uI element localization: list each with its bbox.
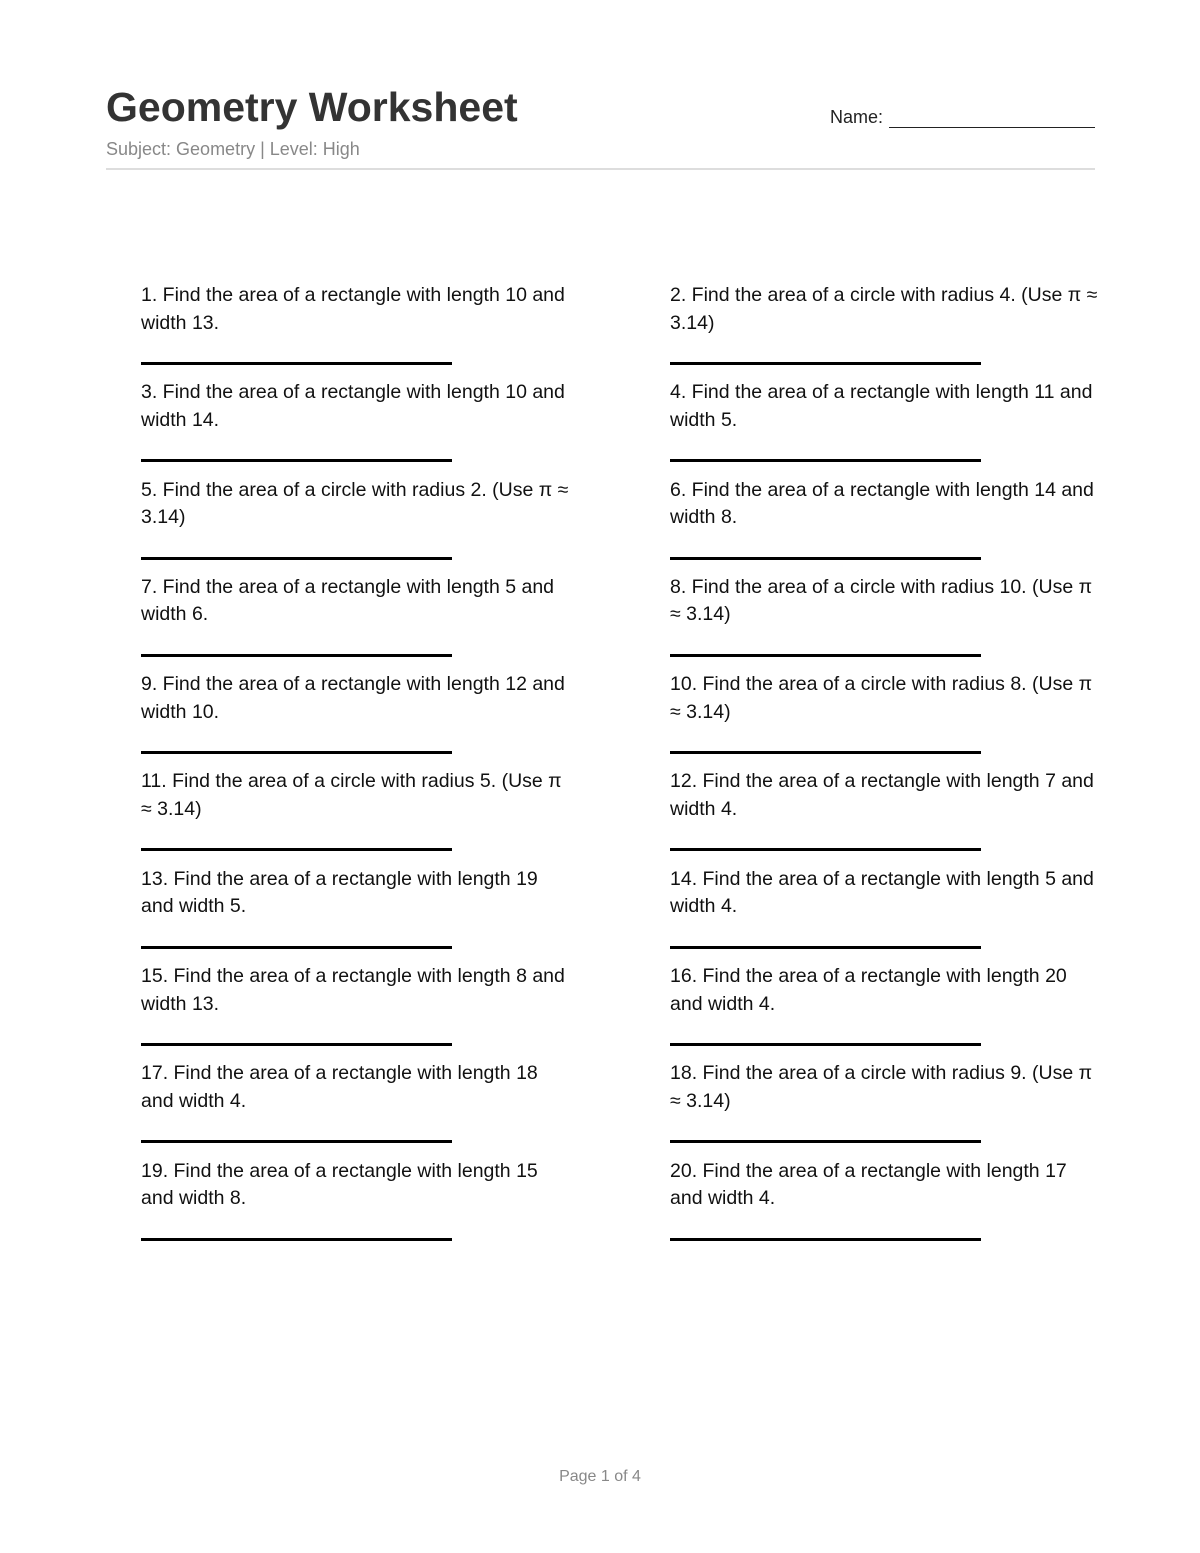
answer-line [670, 1140, 981, 1143]
problem-text: 15. Find the area of a rectangle with length 8 and width 13. [141, 965, 565, 1015]
answer-line [670, 459, 981, 462]
problem-10 [670, 671, 1100, 768]
answer-line [141, 654, 452, 657]
answer-line [141, 459, 452, 462]
problem-9 [141, 671, 571, 768]
problem-text: 16. Find the area of a rectangle with length 20 and width 4. [670, 965, 1067, 1015]
problem-5 [141, 477, 571, 574]
problem-14 [670, 866, 1100, 963]
name-blank-line [889, 108, 1095, 128]
problem-grid [141, 282, 1098, 1255]
problem-4 [670, 379, 1100, 476]
page-title: Geometry Worksheet [106, 84, 518, 130]
answer-line [670, 557, 981, 560]
problem-text: 3. Find the area of a rectangle with length 10 and width 14. [141, 381, 565, 431]
problem-8 [670, 574, 1100, 671]
problem-6 [670, 477, 1100, 574]
answer-line [670, 362, 981, 365]
problem-2 [670, 282, 1100, 379]
problem-15 [141, 963, 571, 1060]
subject-level-subtitle: Subject: Geometry | Level: High [106, 139, 360, 159]
problem-19 [141, 1158, 571, 1255]
problem-text: 17. Find the area of a rectangle with length 18 and width 4. [141, 1062, 538, 1112]
name-label: Name: [829, 107, 883, 127]
answer-line [670, 654, 981, 657]
answer-line [141, 848, 452, 851]
problem-text: 1. Find the area of a rectangle with length 10 and width 13. [141, 284, 565, 334]
answer-line [141, 362, 452, 365]
name-field [830, 104, 1095, 128]
answer-line [670, 946, 981, 949]
answer-line [141, 751, 452, 754]
problem-text: 7. Find the area of a rectangle with length 5 and width 6. [141, 575, 555, 626]
answer-line [141, 1238, 452, 1241]
answer-line [670, 1043, 981, 1046]
problem-text: 10. Find the area of a circle with radius 8. (Use π ≈ 3.14) [670, 673, 1093, 723]
problem-text: 5. Find the area of a circle with radius 2. (Use π ≈ 3.14) [141, 478, 569, 529]
problem-12 [670, 768, 1100, 865]
problem-13 [141, 866, 571, 963]
problem-text: 19. Find the area of a rectangle with length 15 and width 8. [141, 1159, 538, 1210]
problem-text: 8. Find the area of a circle with radius 10. (Use π ≈ 3.14) [670, 575, 1093, 626]
answer-line [670, 751, 981, 754]
problem-text: 11. Find the area of a circle with radius 5. (Use π ≈ 3.14) [141, 770, 562, 820]
problem-7 [141, 574, 571, 671]
answer-line [670, 1238, 981, 1241]
problem-1 [141, 282, 571, 379]
problem-17 [141, 1060, 571, 1157]
problem-text: 4. Find the area of a rectangle with length 11 and width 5. [670, 381, 1093, 431]
problem-text: 2. Find the area of a circle with radius 4. (Use π ≈ 3.14) [670, 284, 1098, 334]
problem-text: 14. Find the area of a rectangle with length 5 and width 4. [670, 867, 1094, 918]
problem-text: 18. Find the area of a circle with radius 9. (Use π ≈ 3.14) [670, 1062, 1093, 1112]
answer-line [141, 557, 452, 560]
problem-11 [141, 768, 571, 865]
answer-line [670, 848, 981, 851]
problem-18 [670, 1060, 1100, 1157]
problem-3 [141, 379, 571, 476]
problem-16 [670, 963, 1100, 1060]
worksheet-header [106, 80, 1095, 170]
problem-text: 9. Find the area of a rectangle with length 12 and width 10. [141, 673, 565, 723]
problem-20 [670, 1158, 1100, 1255]
answer-line [141, 1140, 452, 1143]
problem-text: 6. Find the area of a rectangle with length 14 and width 8. [670, 478, 1094, 529]
problem-text: 13. Find the area of a rectangle with length 19 and width 5. [141, 867, 538, 918]
answer-line [141, 1043, 452, 1046]
problem-text: 20. Find the area of a rectangle with length 17 and width 4. [670, 1159, 1067, 1210]
answer-line [141, 946, 452, 949]
problem-text: 12. Find the area of a rectangle with length 7 and width 4. [670, 770, 1094, 820]
page-number: Page 1 of 4 [559, 1468, 641, 1485]
